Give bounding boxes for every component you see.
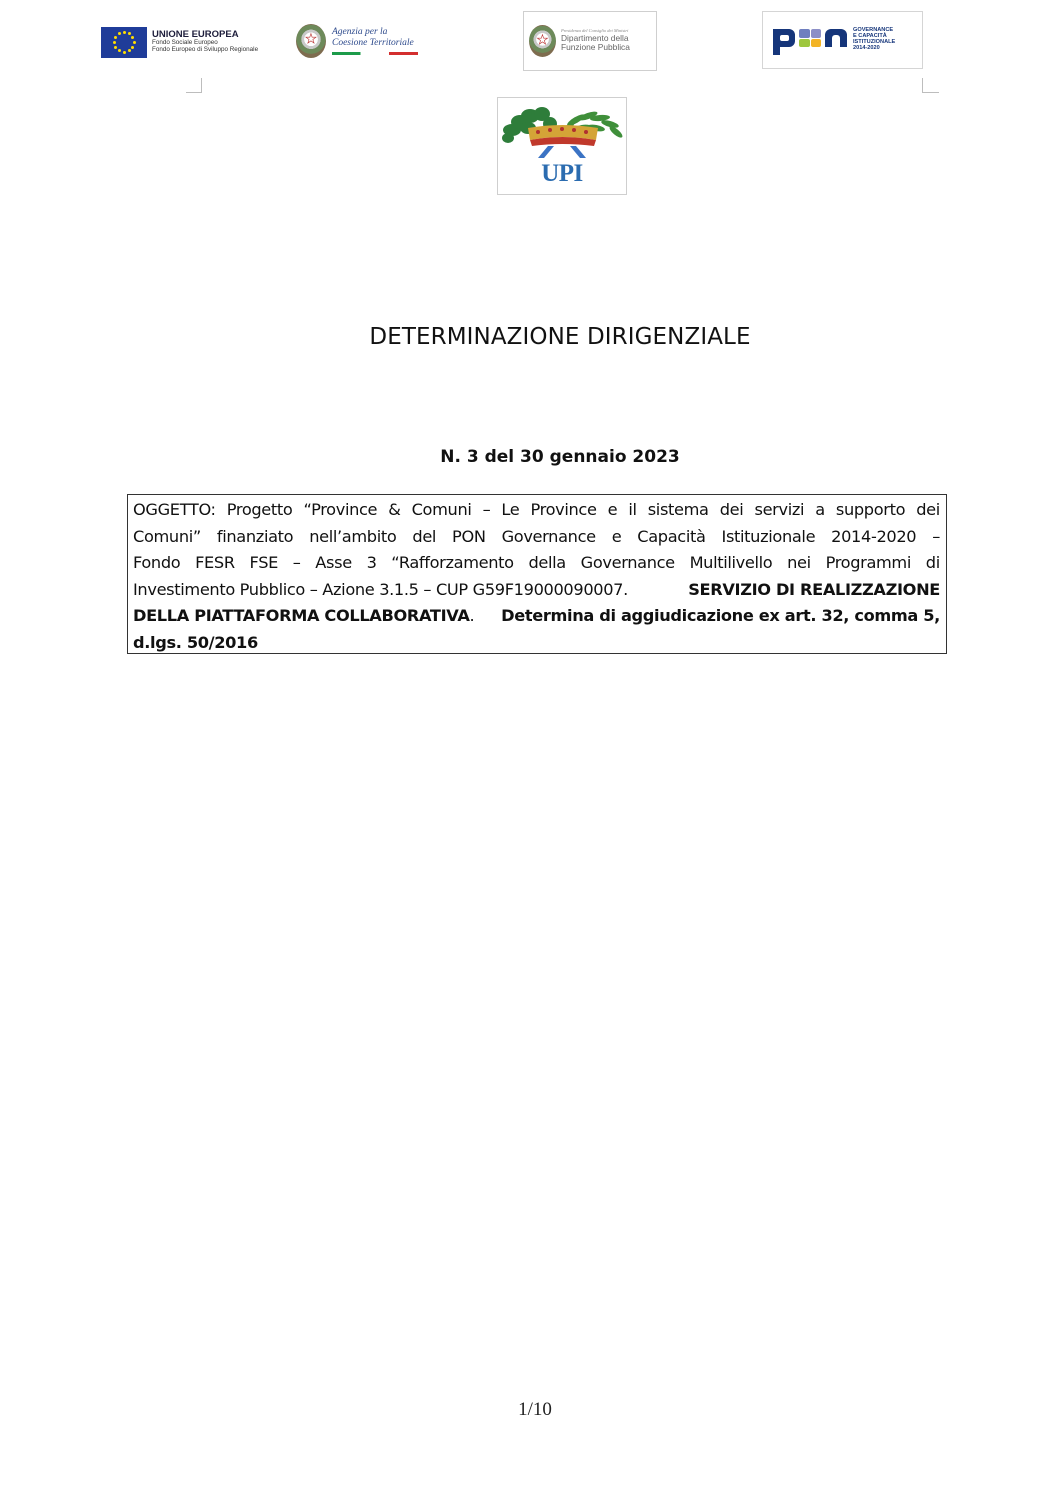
subject-word: 2014-2020 <box>831 526 917 546</box>
eu-star-icon <box>133 41 136 44</box>
subject-word: Progetto <box>226 500 293 519</box>
subject-box <box>127 494 947 654</box>
subject-word: Asse <box>315 553 352 572</box>
eu-star-icon <box>128 49 131 52</box>
pon-logo-line3: ISTITUZIONALE <box>853 39 896 45</box>
subject-word: il <box>628 500 637 519</box>
pon-logo-line4: 2014-2020 <box>853 44 880 51</box>
subject-word: nell’ambito <box>309 526 397 546</box>
eu-star-icon <box>113 41 116 44</box>
document-title: DETERMINAZIONE DIRIGENZIALE <box>369 324 751 350</box>
subject-word: e <box>607 500 618 519</box>
subject-word: FSE <box>249 553 279 572</box>
subject-line-5-bold2: Determina di aggiudicazione ex art. 32, comma 5, <box>501 606 940 625</box>
subject-word: Governance <box>501 526 596 546</box>
pon-logo <box>762 11 923 69</box>
subject-word: a <box>815 500 825 519</box>
subject-word: Fondo <box>133 553 181 572</box>
crop-mark-right <box>922 78 939 93</box>
subject-word: – <box>292 553 301 572</box>
subject-word: Comuni” <box>133 526 201 546</box>
subject-line-4-bold: SERVIZIO DI REALIZZAZIONE <box>688 579 940 599</box>
eu-star-icon <box>131 46 134 49</box>
subject-word: dei <box>719 500 744 519</box>
eu-star-icon <box>128 32 131 35</box>
subject-word: e <box>611 526 622 546</box>
subject-word: Capacità <box>637 526 706 546</box>
eu-star-icon <box>114 36 117 39</box>
eu-star-icon <box>131 36 134 39</box>
eu-logo <box>101 25 266 59</box>
subject-word: & <box>388 500 401 519</box>
subject-word: Comuni <box>411 500 472 519</box>
eu-star-icon <box>118 49 121 52</box>
subject-word: “Rafforzamento <box>391 553 514 572</box>
eu-logo-title: UNIONE EUROPEA <box>152 29 239 41</box>
subject-word: dei <box>916 500 940 519</box>
eu-logo-line2: Fondo Europeo di Sviluppo Regionale <box>152 45 259 53</box>
agency-logo-line1: Agenzia per la <box>332 26 388 37</box>
subject-word: 3 <box>366 553 377 572</box>
agency-cohesion-logo <box>296 22 418 60</box>
subject-word: Province <box>530 500 597 519</box>
upi-logo <box>497 97 627 195</box>
italian-emblem-icon <box>296 24 326 58</box>
upi-logo-text: UPI <box>541 160 583 187</box>
subject-line-3 <box>133 550 940 577</box>
dfp-logo-top: Presidenza del Consiglio dei Ministri <box>561 28 629 34</box>
eu-star-icon <box>123 51 126 54</box>
subject-word: della <box>528 553 566 572</box>
agency-logo-line2: Coesione Territoriale <box>332 38 414 48</box>
pon-logo-line2: E CAPACITÀ <box>853 33 887 40</box>
subject-word: OGGETTO: <box>133 500 216 519</box>
crop-mark-left <box>186 78 202 93</box>
subject-word: Istituzionale <box>721 526 816 546</box>
subject-word: – <box>482 500 491 519</box>
subject-word: PON <box>452 526 486 546</box>
subject-word: di <box>925 553 940 572</box>
subject-word: “Province <box>303 500 378 519</box>
eu-flag-icon <box>101 27 147 58</box>
eu-star-icon <box>114 46 117 49</box>
subject-line-6-bold: d.lgs. 50/2016 <box>133 632 258 652</box>
subject-line-1 <box>133 497 940 524</box>
subject-word: FESR <box>195 553 235 572</box>
eu-star-icon <box>118 32 121 35</box>
subject-word: del <box>412 526 437 546</box>
eu-logo-line1: Fondo Sociale Europeo <box>152 39 218 47</box>
subject-word: finanziato <box>216 526 294 546</box>
italian-emblem-icon <box>529 25 556 57</box>
funzione-pubblica-logo <box>523 11 657 71</box>
subject-word: Le <box>501 500 520 519</box>
italian-tricolor-bar <box>332 52 418 55</box>
document-number: N. 3 del 30 gennaio 2023 <box>440 447 680 467</box>
dfp-logo-line2: Funzione Pubblica <box>561 42 630 53</box>
subject-word: – <box>932 526 940 546</box>
pon-logo-line1: GOVERNANCE <box>853 27 894 34</box>
subject-word: sistema <box>647 500 709 519</box>
subject-word: Multilivello <box>689 553 773 572</box>
subject-line-4 <box>133 577 940 604</box>
subject-line-4-text: Investimento Pubblico – Azione 3.1.5 – CUP G59F19000090007. <box>133 579 633 599</box>
subject-line-6 <box>133 630 940 657</box>
dfp-logo-line1: Dipartimento della <box>561 33 629 44</box>
subject-line-2 <box>133 524 940 551</box>
pon-mark-icon <box>773 25 847 55</box>
subject-word: servizi <box>754 500 805 519</box>
subject-word: nei <box>787 553 811 572</box>
subject-word: Programmi <box>825 553 911 572</box>
subject-word: Governance <box>580 553 675 572</box>
page-number: 1/10 <box>518 1399 552 1420</box>
subject-word: supporto <box>835 500 906 519</box>
subject-line-5-bold1: DELLA PIATTAFORMA COLLABORATIVA <box>133 606 470 625</box>
subject-line-5 <box>133 603 940 630</box>
eu-star-icon <box>123 31 126 34</box>
subject-line-5-text: . <box>469 606 480 625</box>
